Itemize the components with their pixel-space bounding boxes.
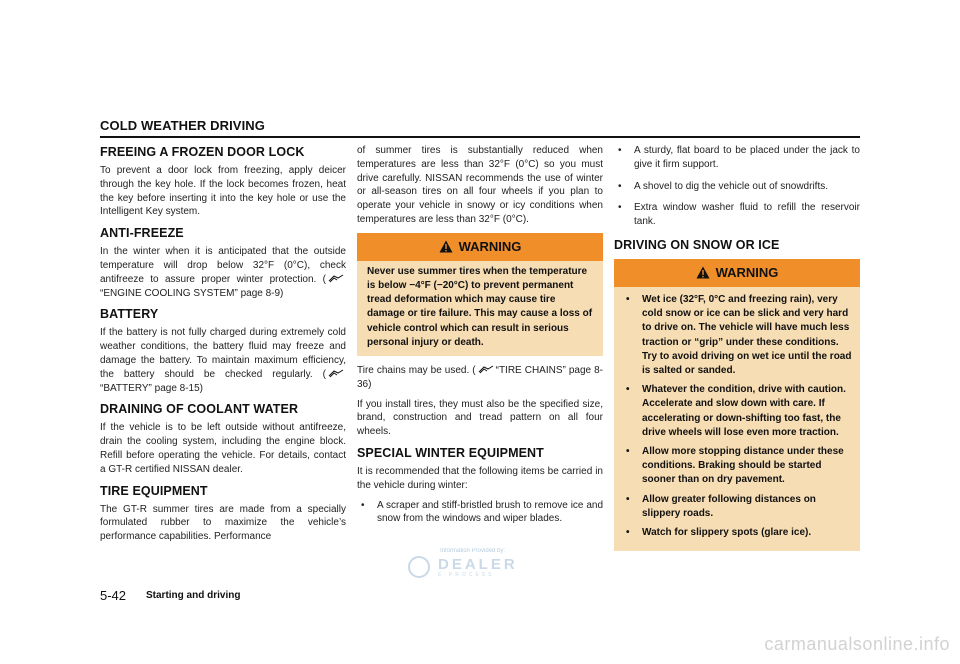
heading-special: SPECIAL WINTER EQUIPMENT [357,445,544,460]
warning-label: WARNING [715,265,779,281]
special-equipment-list-continued [614,144,860,229]
heading-tire: TIRE EQUIPMENT [100,483,208,498]
dealer-logo-watermark [408,548,540,582]
dealer-caption: Information Provided by: [440,548,506,554]
column-2 [357,144,603,534]
paragraph-coolant: If the vehicle is to be left outside without antifreeze, drain the cooling system, including the engine block. Refill before operating the vehicle. For details, contact a GT-R certified NISSAN dealer. [100,422,346,475]
antifreeze-reference[interactable]: “ENGINE COOLING SYSTEM” page 8-9) [100,287,284,299]
paragraph-chains [357,364,603,392]
warning-triangle-icon [439,240,453,253]
dealer-globe-icon [408,556,430,578]
footer-section-label: Starting and driving [146,590,241,601]
heading-snow-ice: DRIVING ON SNOW OR ICE [614,237,780,252]
list-item: • Extra window washer fluid to refill the reservoir tank. [614,201,860,229]
paragraph-tire: The GT-R summer tires are made from a specially formulated rubber to maximize the vehicle’s performance capabilities. Performance [100,503,346,543]
antifreeze-text-before: In the winter when it is anticipated that the outside temperature will drop below 32°F (0°C), check antifreeze to assure proper winter protection. ( [100,246,346,285]
warning-item: • Whatever the condition, drive with caution. Accelerate and slow down with care. If accelerating or down-shifting too fast, the drive wheels will lose even more traction. [622,383,852,440]
warning-text: Never use summer tires when the temperature is below −4°F (−20°C) to prevent permanent tread deformation which may cause tire damage or tire failure. This may cause a loss of vehicle control which can result in serious personal injury or death. [367,265,593,348]
paragraph-install: If you install tires, they must also be the specified size, brand, construction and tread pattern on all four wheels. [357,398,603,438]
paragraph-antifreeze [100,245,346,300]
heading-battery: BATTERY [100,307,159,322]
chains-text-before: Tire chains may be used. ( [357,365,476,376]
heading-coolant: DRAINING OF COOLANT WATER [100,402,299,417]
warning-box-tires [357,233,603,356]
battery-reference[interactable]: “BATTERY” page 8-15) [100,382,204,394]
battery-text-before: If the battery is not fully charged during extremely cold weather conditions, the battery fluid may freeze and damage the battery. To maintain maximum efficiency, the battery should be checked regularly. ( [100,327,346,380]
column-3 [614,144,860,559]
list-item: • A sturdy, flat board to be placed under the jack to give it firm support. [614,144,860,172]
paragraph-battery [100,326,346,395]
reference-book-icon [478,365,494,374]
column-1 [100,144,346,550]
page-number: 5-42 [100,588,127,603]
special-equipment-list [357,499,603,527]
heading-freeing: FREEING A FROZEN DOOR LOCK [100,145,305,159]
warning-item: • Allow more stopping distance under these conditions. Braking should be started sooner than on dry pavement. [622,445,852,488]
paragraph-special-intro: It is recommended that the following items be carried in the vehicle during winter: [357,465,603,491]
warning-header [614,259,860,287]
reference-book-icon [328,369,344,378]
site-watermark: carmanualsonline.info [764,634,950,654]
paragraph-tire-continued: of summer tires is substantially reduced when temperatures are less than 32°F (0°C) so you must drive carefully. NISSAN recommends the use of winter or all-season tires on all four wheels if you plan to operate your vehicle in snowy or icy conditions when temperatures are less than 32°F (0°C). [357,145,603,225]
warning-item: • Allow greater following distances on slippery roads. [622,493,852,521]
dealer-word: DEALER [438,556,518,573]
chains-reference[interactable]: “TIRE CHAINS” page 8-36) [357,365,603,390]
warning-list [614,287,860,540]
warning-item: • Wet ice (32°F, 0°C and freezing rain), very cold snow or ice can be slick and very hard to drive on. The vehicle will have much less traction or “grip” under these conditions. Try to avoid driving on wet ice until the road is salted or sanded. [622,293,852,378]
warning-triangle-icon [696,266,710,279]
warning-box-snow [614,259,860,551]
warning-header [357,233,603,261]
list-item: • A shovel to dig the vehicle out of snowdrifts. [614,180,860,194]
section-title: COLD WEATHER DRIVING [100,118,265,133]
heading-antifreeze: ANTI-FREEZE [100,226,184,241]
list-item: • A scraper and stiff-bristled brush to remove ice and snow from the windows and wiper blades. [357,499,603,527]
reference-book-icon [328,274,344,283]
section-divider [100,136,860,138]
dealer-sub: E-PROCESS [438,572,495,578]
warning-item: • Watch for slippery spots (glare ice). [622,526,852,540]
warning-label: WARNING [458,239,522,255]
paragraph-freeing: To prevent a door lock from freezing, apply deicer through the key hole. If the lock becomes frozen, heat the key before inserting it into the key hole or use the Intelligent Key system. [100,165,346,218]
